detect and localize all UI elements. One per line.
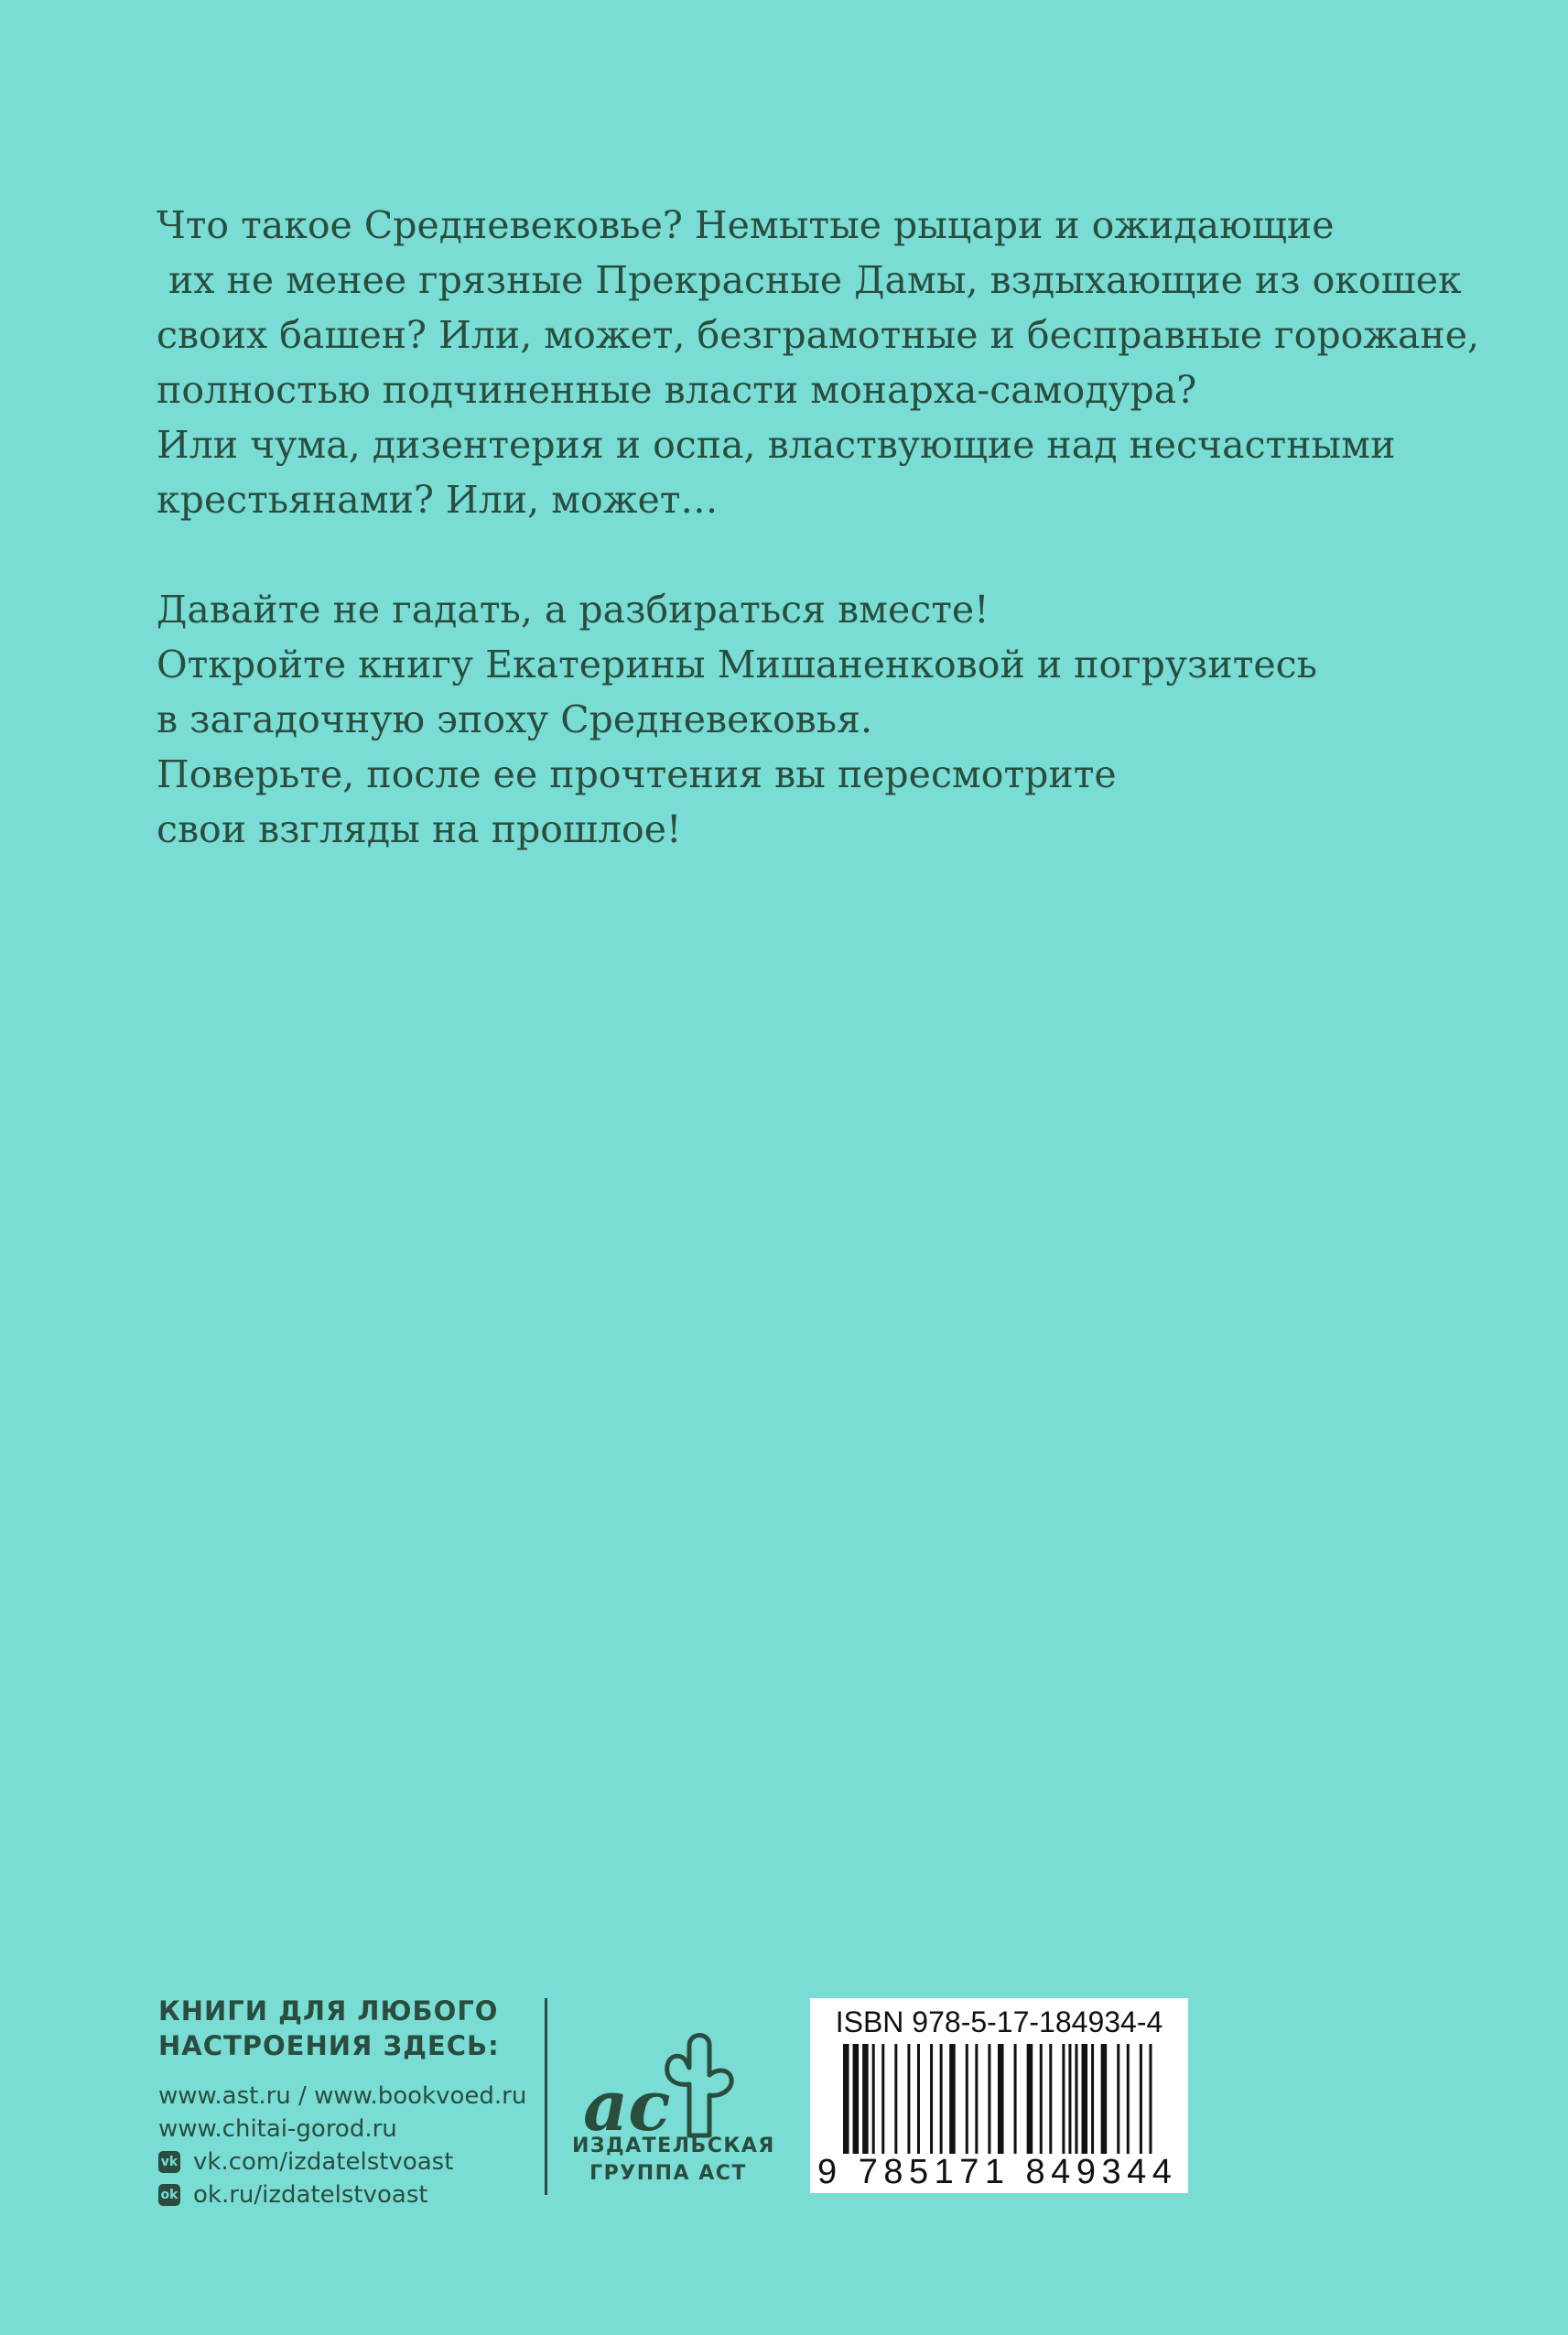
vk-link-row[interactable] <box>158 2146 524 2178</box>
blurb-line: Откройте книгу Екатерины Мишаненковой и погрузитесь <box>157 643 1317 686</box>
barcode-bar <box>1040 2044 1043 2154</box>
tagline-line: НАСТРОЕНИЯ ЗДЕСЬ: <box>158 2030 500 2061</box>
barcode-bar <box>988 2044 990 2154</box>
barcode-bar <box>1149 2044 1152 2154</box>
footer-divider <box>545 1998 547 2195</box>
blurb-line: Или чума, дизентерия и оспа, властвующие над несчастными <box>157 423 1396 467</box>
barcode-bar <box>917 2044 920 2154</box>
barcode-bar <box>862 2044 869 2154</box>
odnoklassniki-icon: ok <box>158 2184 180 2206</box>
barcode-bar <box>940 2044 943 2154</box>
barcode-bar <box>1082 2044 1088 2154</box>
blurb-line: Поверьте, после ее прочтения вы пересмотрите <box>157 752 1117 796</box>
barcode-bar <box>843 2044 849 2154</box>
barcode-bar <box>1027 2044 1033 2154</box>
vk-link[interactable]: vk.com/izdatelstvoast <box>193 2148 454 2176</box>
barcode-bar <box>1075 2044 1077 2154</box>
barcode-bar <box>1049 2044 1052 2154</box>
publisher-links <box>158 1994 527 2211</box>
blurb-line: свои взгляды на прошлое! <box>157 807 682 851</box>
ean-digits: 9 785171 849344 <box>817 2153 1178 2191</box>
blurb-line: своих башен? Или, может, безграмотные и бесправные горожане, <box>157 313 1480 357</box>
barcode-bar <box>872 2044 875 2154</box>
blurb-line: Давайте не гадать, а разбираться вместе! <box>157 588 989 632</box>
blurb-paragraph-2 <box>157 582 1456 857</box>
blurb-paragraph-1 <box>157 198 1480 527</box>
ok-link-row[interactable] <box>158 2178 524 2211</box>
barcode-bar <box>853 2044 860 2154</box>
barcode-bar <box>907 2044 910 2154</box>
logo-letters: ac <box>583 2065 671 2146</box>
links-list <box>158 2080 527 2211</box>
barcode-bar <box>1117 2044 1119 2154</box>
tagline <box>158 1994 524 2063</box>
back-cover-blurb <box>157 198 1480 912</box>
barcode-panel <box>810 1998 1188 2193</box>
blurb-line: их не менее грязные Прекрасные Дамы, вздыхающие из окошек <box>157 258 1462 302</box>
barcode-bar <box>1140 2044 1142 2154</box>
publisher-caption <box>572 2133 775 2188</box>
barcode-bar <box>1062 2044 1065 2154</box>
barcode-bar <box>949 2044 956 2154</box>
barcode-bar <box>975 2044 978 2154</box>
publisher-caption-line: ГРУППА АСТ <box>589 2162 747 2185</box>
barcode-bar <box>966 2044 968 2154</box>
tagline-line: КНИГИ ДЛЯ ЛЮБОГО <box>158 1995 499 2027</box>
blurb-line: Что такое Средневековье? Немытые рыцари и ожидающие <box>157 203 1335 247</box>
site-link[interactable]: www.ast.ru / www.bookvoed.ru <box>158 2082 527 2110</box>
logo-cactus-shape <box>667 2035 731 2135</box>
blurb-line: крестьянами? Или, может… <box>157 478 719 522</box>
barcode-bar <box>1101 2044 1108 2154</box>
barcode-bar <box>998 2044 1004 2154</box>
barcode-bar <box>881 2044 884 2154</box>
barcode-bar <box>1068 2044 1071 2154</box>
barcode-bars <box>843 2044 1159 2163</box>
barcode-bar <box>1127 2044 1130 2154</box>
barcode-bar <box>930 2044 933 2154</box>
publisher-caption-line: ИЗДАТЕЛЬСКАЯ <box>572 2135 775 2157</box>
blurb-line: полностью подчиненные власти монарха-самодура? <box>157 368 1197 412</box>
ok-link[interactable]: ok.ru/izdatelstvoast <box>193 2181 428 2209</box>
site-link[interactable]: www.chitai-gorod.ru <box>158 2115 397 2143</box>
blurb-line: в загадочную эпоху Средневековья. <box>157 697 872 741</box>
isbn-number: ISBN 978-5-17-184934-4 <box>835 2005 1163 2038</box>
vk-icon: vk <box>158 2151 180 2173</box>
barcode-bar <box>1014 2044 1017 2154</box>
barcode-bar <box>894 2044 897 2154</box>
barcode-bar <box>1091 2044 1094 2154</box>
